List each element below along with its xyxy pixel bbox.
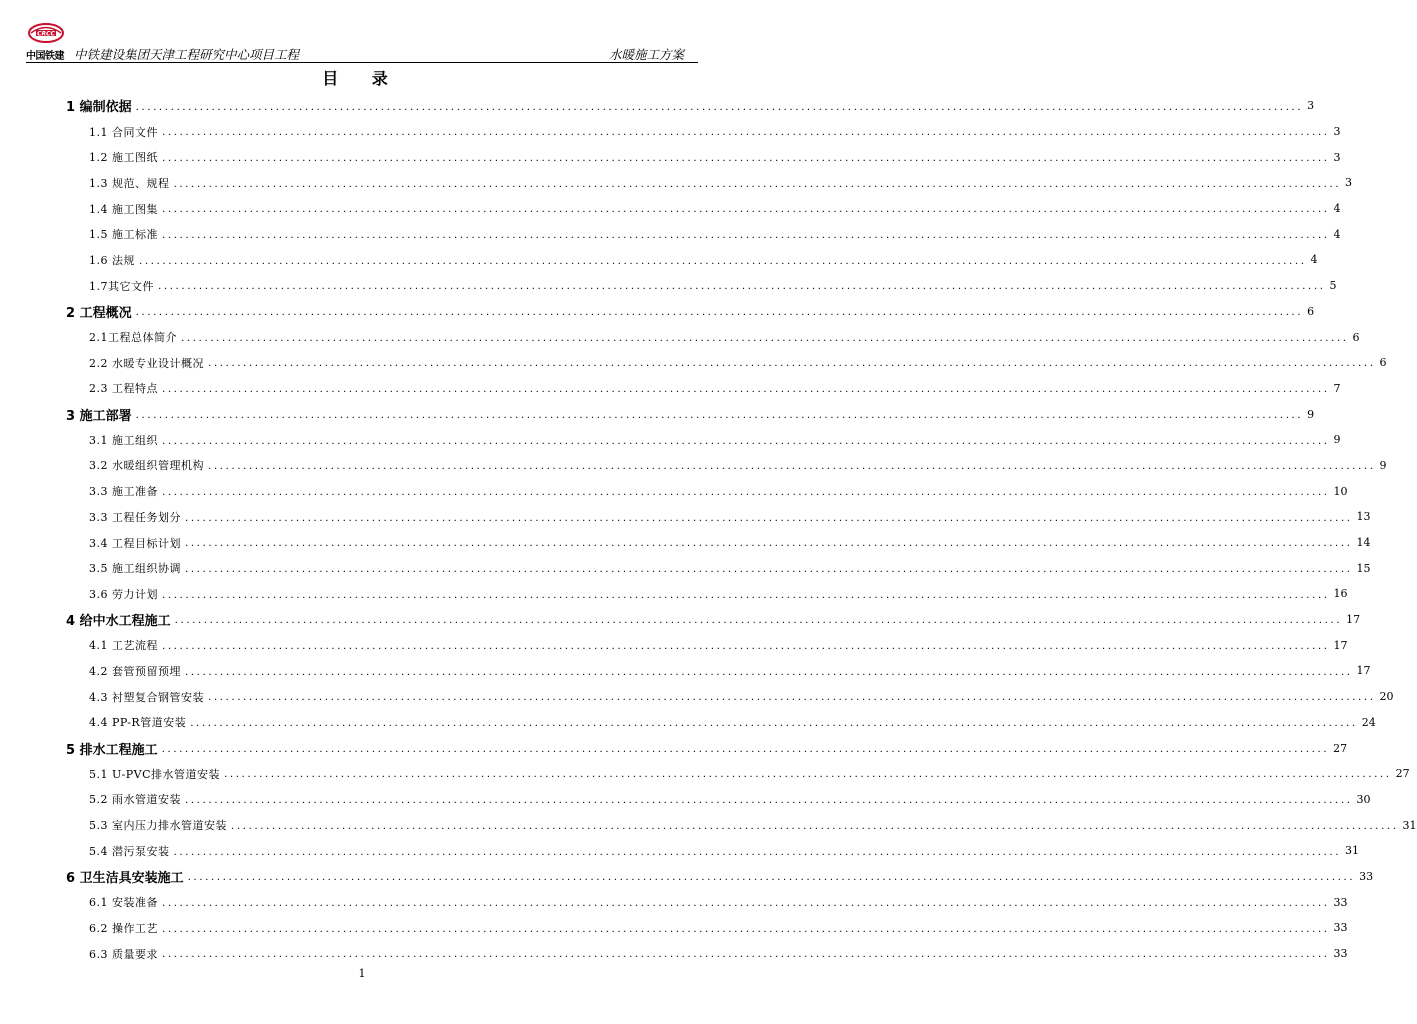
toc-entry-page: 3 [1345, 176, 1353, 190]
toc-leader-dots: ........................................................................................................................................................................................................ [208, 357, 1376, 370]
toc-entry-page: 5 [1329, 279, 1337, 293]
toc-section-entry[interactable] [66, 915, 1348, 941]
toc-entry-label: 2.1工程总体简介 [89, 331, 177, 345]
toc-leader-dots: ........................................................................................................................................................................................................ [185, 665, 1353, 678]
toc-entry-label: 1.1 合同文件 [89, 125, 158, 139]
toc-leader-dots: ........................................................................................................................................................................................................ [231, 819, 1399, 832]
toc-entry-label: 1.5 施工标准 [89, 228, 158, 242]
toc-entry-label: 3.2 水暖组织管理机构 [89, 459, 204, 473]
toc-entry-page: 6 [1352, 330, 1360, 344]
toc-section-entry[interactable] [66, 221, 1341, 247]
toc-section-entry[interactable] [66, 941, 1348, 967]
toc-leader-dots: ........................................................................................................................................................................................................ [185, 511, 1353, 524]
toc-chapter-entry[interactable] [66, 401, 1315, 427]
toc-entry-label: 1.7其它文件 [89, 279, 154, 293]
toc-entry-label: 3 施工部署 [66, 408, 132, 424]
toc-entry-label: 6 卫生洁具安装施工 [66, 870, 184, 886]
toc-leader-dots: ........................................................................................................................................................................................................ [208, 691, 1376, 704]
toc-entry-page: 30 [1356, 792, 1371, 806]
toc-entry-label: 2.2 水暖专业设计概况 [89, 356, 204, 370]
toc-section-entry[interactable] [66, 889, 1348, 915]
header-divider [26, 62, 698, 63]
page-header [26, 22, 698, 62]
toc-leader-dots: ........................................................................................................................................................................................................ [162, 203, 1330, 216]
toc-entry-page: 17 [1346, 613, 1361, 627]
toc-section-entry[interactable] [66, 530, 1371, 556]
toc-entry-page: 15 [1356, 561, 1371, 575]
toc-leader-dots: ........................................................................................................................................................................................................ [174, 614, 1343, 627]
toc-entry-label: 5.3 室内压力排水管道安装 [89, 819, 227, 833]
toc-section-entry[interactable] [66, 478, 1348, 504]
header-document-title: 水暖施工方案 [608, 47, 684, 62]
toc-entry-page: 33 [1333, 921, 1348, 935]
toc-entry-label: 5.4 潜污泵安装 [89, 844, 170, 858]
toc-leader-dots: ........................................................................................................................................................................................................ [162, 948, 1330, 961]
toc-entry-label: 5 排水工程施工 [66, 742, 158, 758]
toc-entry-label: 4.2 套管预留预埋 [89, 664, 181, 678]
toc-entry-page: 3 [1307, 99, 1315, 113]
toc-entry-page: 9 [1333, 433, 1341, 447]
toc-leader-dots: ........................................................................................................................................................................................................ [162, 151, 1330, 164]
toc-leader-dots: ........................................................................................................................................................................................................ [185, 562, 1353, 575]
toc-entry-label: 3.3 施工准备 [89, 485, 158, 499]
toc-entry-page: 20 [1379, 690, 1394, 704]
toc-section-entry[interactable] [66, 761, 1410, 787]
toc-entry-label: 1.2 施工图纸 [89, 151, 158, 165]
toc-section-entry[interactable] [66, 504, 1371, 530]
toc-section-entry[interactable] [66, 247, 1318, 273]
toc-entry-page: 4 [1333, 227, 1341, 241]
toc-leader-dots: ........................................................................................................................................................................................................ [173, 845, 1342, 858]
toc-section-entry[interactable] [66, 170, 1353, 196]
toc-section-entry[interactable] [66, 581, 1348, 607]
toc-entry-label: 6.1 安装准备 [89, 896, 158, 910]
svg-text:CRCC: CRCC [37, 30, 55, 38]
toc-entry-page: 33 [1333, 947, 1348, 961]
toc-section-entry[interactable] [66, 838, 1360, 864]
toc-entry-label: 2 工程概况 [66, 305, 132, 321]
toc-entry-page: 6 [1379, 356, 1387, 370]
toc-entry-page: 31 [1345, 844, 1360, 858]
toc-chapter-entry[interactable] [66, 93, 1315, 119]
toc-section-entry[interactable] [66, 196, 1341, 222]
logo-text: 中国铁建 [26, 51, 64, 62]
toc-leader-dots: ........................................................................................................................................................................................................ [135, 306, 1304, 319]
toc-leader-dots: ........................................................................................................................................................................................................ [187, 871, 1356, 884]
toc-chapter-entry[interactable] [66, 735, 1348, 761]
toc-leader-dots: ........................................................................................................................................................................................................ [185, 537, 1353, 550]
toc-entry-label: 4.3 衬塑复合钢管安装 [89, 690, 204, 704]
toc-entry-page: 13 [1356, 510, 1371, 524]
toc-chapter-entry[interactable] [66, 864, 1374, 890]
toc-leader-dots: ........................................................................................................................................................................................................ [173, 177, 1342, 190]
toc-entry-label: 4.4 PP-R管道安装 [89, 716, 187, 730]
toc-entry-label: 1 编制依据 [66, 100, 132, 116]
toc-entry-label: 3.4 工程目标计划 [89, 536, 181, 550]
toc-leader-dots: ........................................................................................................................................................................................................ [162, 588, 1330, 601]
toc-entry-label: 1.4 施工图集 [89, 202, 158, 216]
toc-entry-page: 24 [1361, 715, 1376, 729]
toc-section-entry[interactable] [66, 658, 1371, 684]
toc-entry-page: 33 [1359, 869, 1374, 883]
toc-entry-label: 3.5 施工组织协调 [89, 562, 181, 576]
toc-section-entry[interactable] [66, 273, 1337, 299]
table-of-contents [66, 93, 1417, 966]
toc-entry-label: 3.1 施工组织 [89, 433, 158, 447]
toc-leader-dots: ........................................................................................................................................................................................................ [135, 408, 1304, 421]
toc-section-entry[interactable] [66, 684, 1394, 710]
toc-leader-dots: ........................................................................................................................................................................................................ [190, 717, 1358, 730]
page-number: 1 [358, 967, 366, 980]
toc-section-entry[interactable] [66, 119, 1341, 145]
toc-leader-dots: ........................................................................................................................................................................................................ [162, 922, 1330, 935]
toc-leader-dots: ........................................................................................................................................................................................................ [162, 640, 1330, 653]
toc-entry-label: 3.3 工程任务划分 [89, 510, 181, 524]
toc-leader-dots: ........................................................................................................................................................................................................ [162, 229, 1330, 242]
toc-entry-page: 17 [1333, 638, 1348, 652]
toc-entry-page: 33 [1333, 895, 1348, 909]
toc-entry-page: 9 [1379, 458, 1387, 472]
header-project-title: 中铁建设集团天津工程研究中心项目工程 [74, 47, 300, 62]
toc-leader-dots: ........................................................................................................................................................................................................ [139, 254, 1307, 267]
toc-entry-label: 3.6 劳力计划 [89, 587, 158, 601]
toc-entry-page: 10 [1333, 484, 1348, 498]
page-title: 目 录 [322, 69, 402, 88]
toc-section-entry[interactable] [66, 787, 1371, 813]
toc-entry-page: 6 [1307, 304, 1315, 318]
toc-entry-label: 5.1 U-PVC排水管道安装 [89, 767, 221, 781]
toc-leader-dots: ........................................................................................................................................................................................................ [162, 383, 1330, 396]
toc-entry-label: 6.3 质量要求 [89, 947, 158, 961]
toc-leader-dots: ........................................................................................................................................................................................................ [161, 742, 1330, 755]
toc-entry-page: 27 [1395, 767, 1410, 781]
toc-section-entry[interactable] [66, 324, 1360, 350]
toc-section-entry[interactable] [66, 710, 1376, 736]
toc-entry-page: 3 [1333, 150, 1341, 164]
toc-leader-dots: ........................................................................................................................................................................................................ [185, 794, 1353, 807]
toc-leader-dots: ........................................................................................................................................................................................................ [208, 460, 1376, 473]
toc-entry-label: 6.2 操作工艺 [89, 921, 158, 935]
toc-leader-dots: ........................................................................................................................................................................................................ [224, 768, 1392, 781]
toc-entry-page: 3 [1333, 125, 1341, 139]
toc-section-entry[interactable] [66, 376, 1341, 402]
toc-entry-page: 14 [1356, 536, 1371, 550]
toc-leader-dots: ........................................................................................................................................................................................................ [162, 485, 1330, 498]
toc-section-entry[interactable] [66, 144, 1341, 170]
toc-leader-dots: ........................................................................................................................................................................................................ [158, 280, 1326, 293]
toc-section-entry[interactable] [66, 555, 1371, 581]
toc-entry-page: 9 [1307, 407, 1315, 421]
toc-section-entry[interactable] [66, 632, 1348, 658]
toc-section-entry[interactable] [66, 350, 1387, 376]
toc-entry-page: 7 [1333, 381, 1341, 395]
toc-entry-label: 1.6 法规 [89, 253, 135, 267]
toc-entry-label: 2.3 工程特点 [89, 382, 158, 396]
toc-entry-page: 17 [1356, 664, 1371, 678]
toc-entry-page: 4 [1310, 253, 1318, 267]
toc-entry-label: 1.3 规范、规程 [89, 176, 170, 190]
toc-entry-label: 5.2 雨水管道安装 [89, 793, 181, 807]
toc-leader-dots: ........................................................................................................................................................................................................ [162, 126, 1330, 139]
toc-entry-page: 27 [1333, 741, 1348, 755]
toc-entry-label: 4 给中水工程施工 [66, 614, 171, 630]
toc-leader-dots: ........................................................................................................................................................................................................ [181, 331, 1349, 344]
toc-leader-dots: ........................................................................................................................................................................................................ [135, 100, 1304, 113]
toc-entry-label: 4.1 工艺流程 [89, 639, 158, 653]
toc-chapter-entry[interactable] [66, 299, 1315, 325]
toc-leader-dots: ........................................................................................................................................................................................................ [162, 434, 1330, 447]
toc-entry-page: 16 [1333, 587, 1348, 601]
toc-section-entry[interactable] [66, 812, 1417, 838]
toc-leader-dots: ........................................................................................................................................................................................................ [162, 896, 1330, 909]
toc-entry-page: 4 [1333, 202, 1341, 216]
toc-section-entry[interactable] [66, 427, 1341, 453]
toc-entry-page: 31 [1402, 818, 1417, 832]
toc-section-entry[interactable] [66, 453, 1387, 479]
toc-chapter-entry[interactable] [66, 607, 1361, 633]
